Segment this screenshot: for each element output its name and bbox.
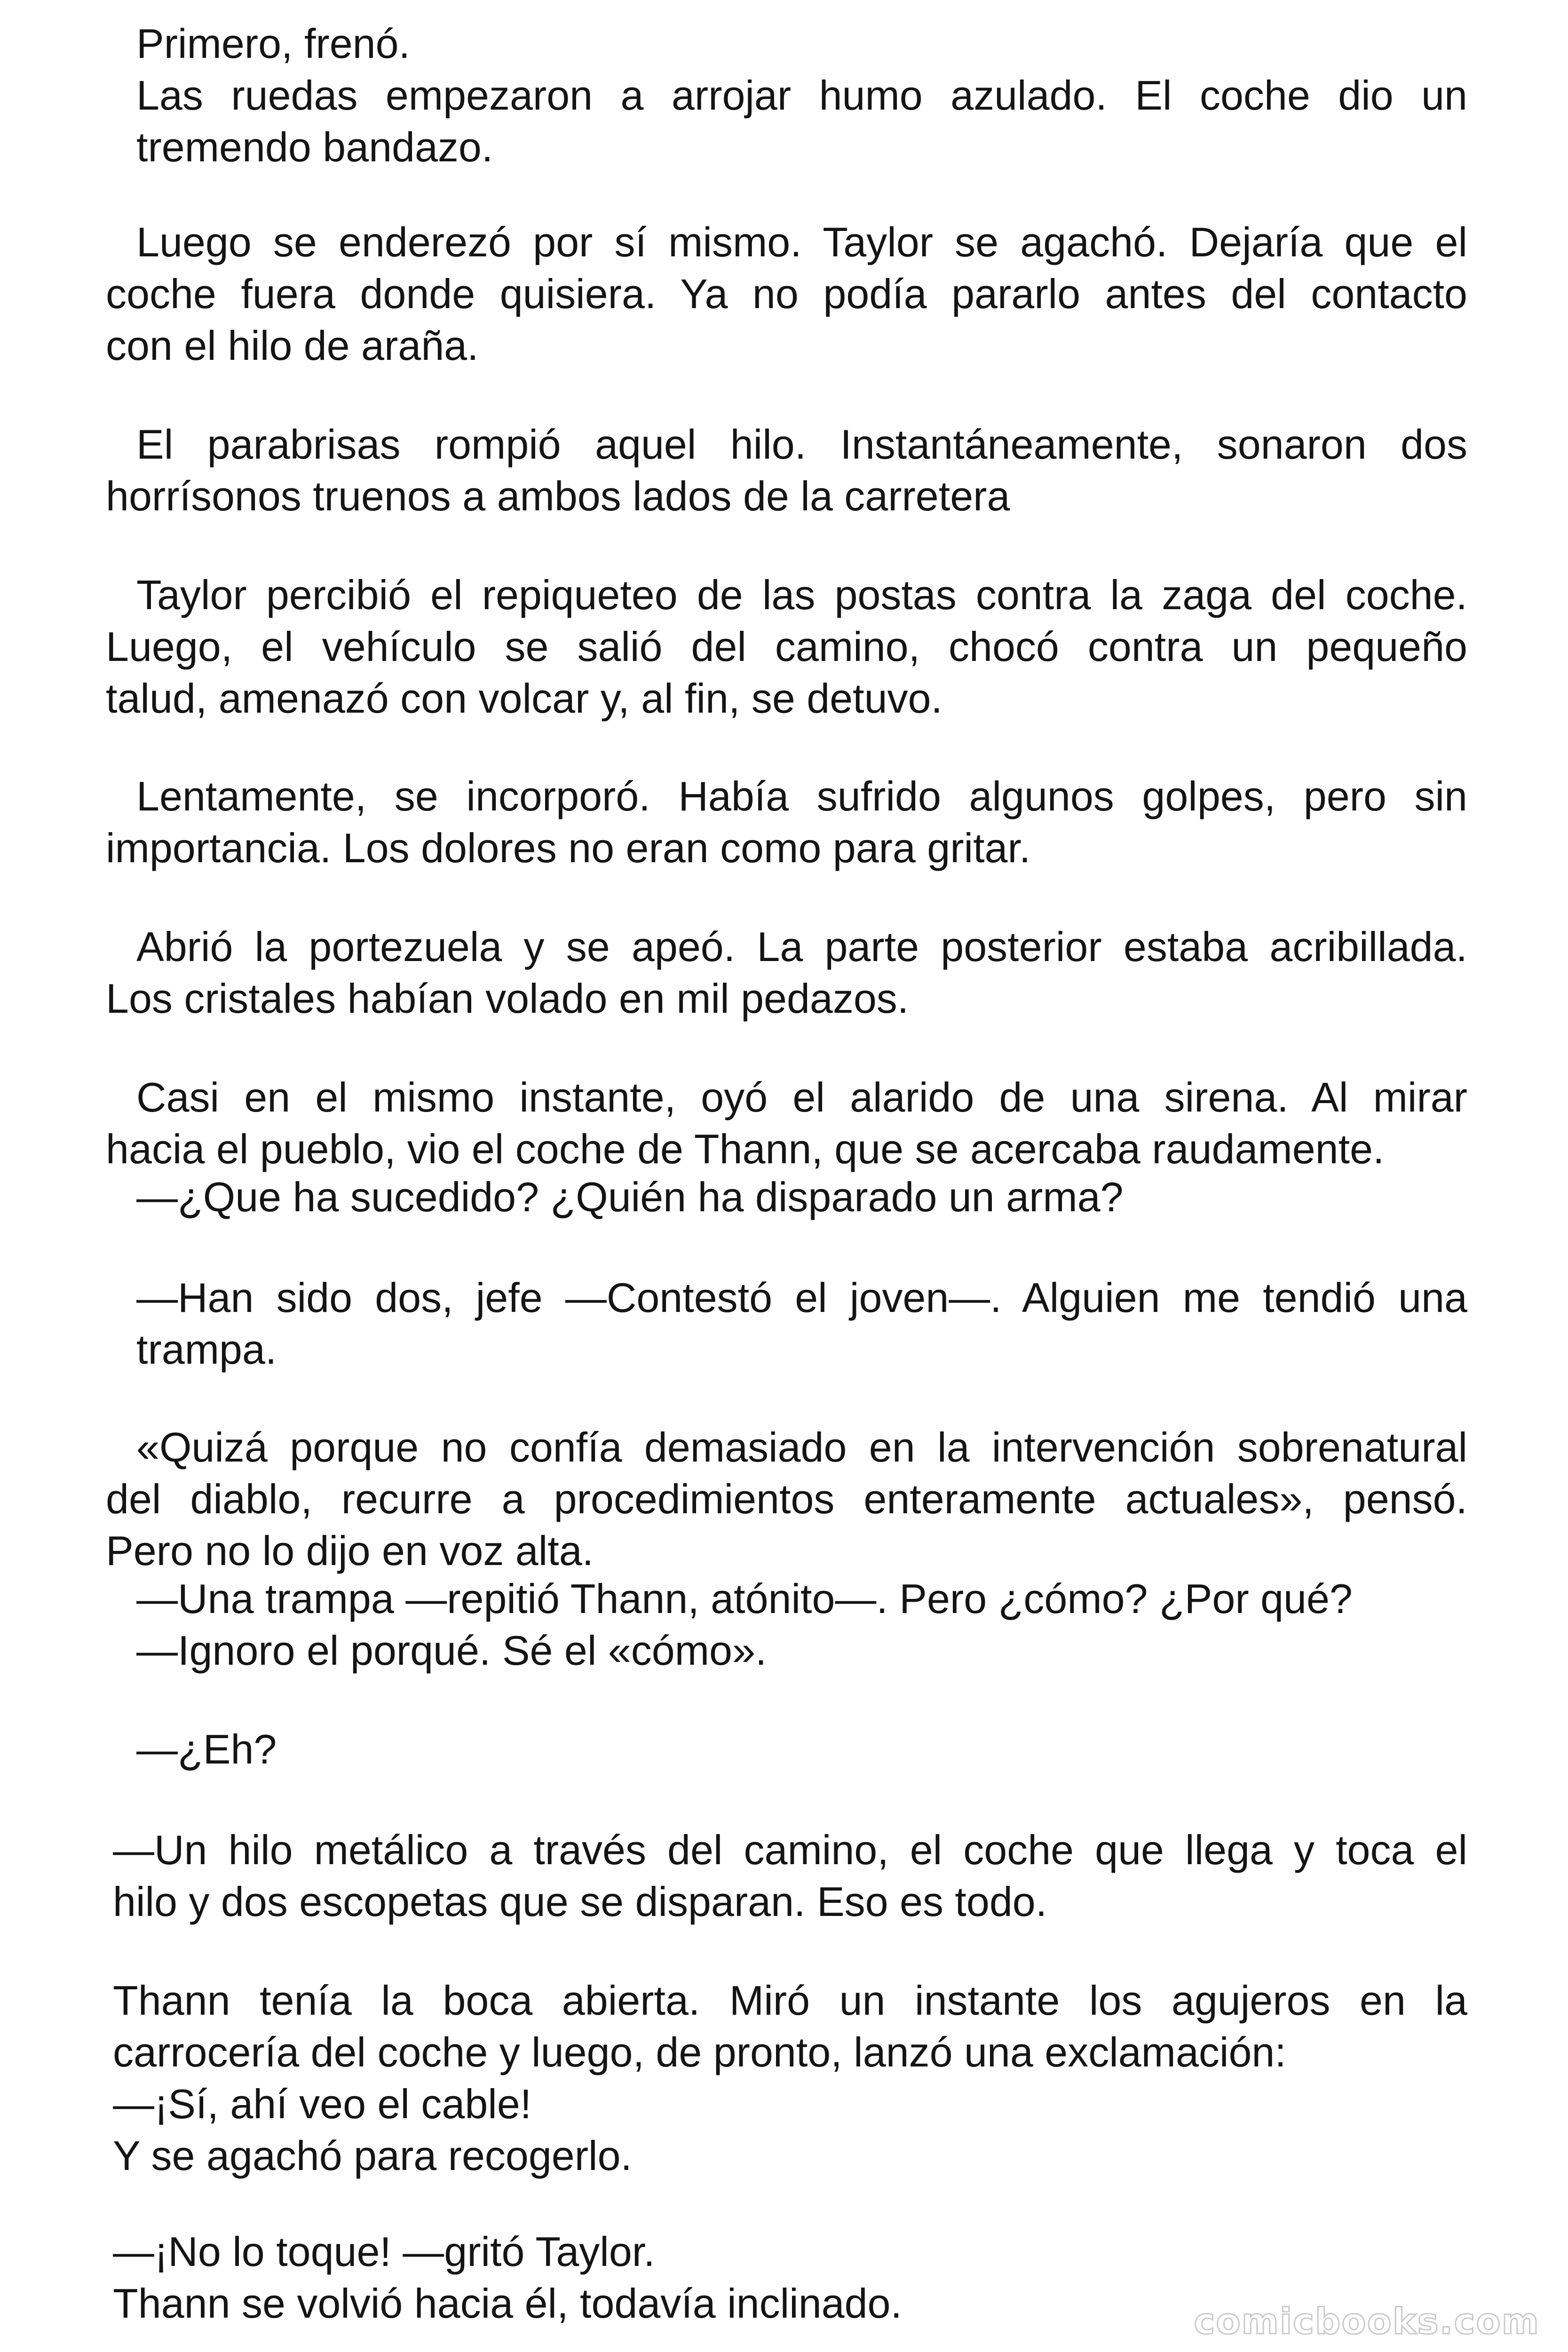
text-line: Luego se enderezó por sí mismo. Taylor se agachó. Dejaría que el — [136, 219, 1467, 265]
text-line: Luego, el vehículo se salió del camino, chocó contra un pequeño — [106, 623, 1467, 670]
text-line: Pero no lo dijo en voz alta. — [106, 1527, 594, 1574]
text-line: —¡Sí, ahí veo el cable! — [113, 2081, 532, 2127]
text-line: Abrió la portezuela y se apeó. La parte posterior estaba acribillada. — [136, 923, 1467, 970]
text-line: hilo y dos escopetas que se disparan. Eso es todo. — [113, 1878, 1047, 1925]
dialogue-eh — [136, 1724, 1467, 1775]
text-line: talud, amenazó con volcar y, al fin, se detuvo. — [106, 675, 942, 722]
text-line: coche fuera donde quisiera. Ya no podía pararlo antes del contacto — [106, 270, 1467, 317]
text-line: carrocería del coche y luego, de pronto, lanzó una exclamación: — [113, 2029, 1286, 2075]
text-line: Casi en el mismo instante, oyó el alarido de una sirena. Al mirar — [136, 1074, 1467, 1120]
paragraph-siren — [106, 1072, 1467, 1175]
paragraph-windshield — [106, 419, 1467, 522]
paragraph-braking — [136, 18, 1467, 173]
paragraph-cable — [113, 1975, 1467, 2182]
text-line: tremendo bandazo. — [136, 124, 493, 170]
text-line: Los cristales habían volado en mil pedazos. — [106, 975, 909, 1022]
text-line: importancia. Los dolores no eran como para gritar. — [106, 825, 1031, 871]
text-line: Primero, frenó. — [136, 20, 410, 67]
paragraph-thought — [106, 1422, 1467, 1577]
text-line: —Una trampa —repitió Thann, atónito—. Pero ¿cómo? ¿Por qué? — [136, 1575, 1353, 1622]
text-line: —Un hilo metálico a través del camino, el coche que llega y toca el — [113, 1827, 1467, 1873]
dialogue-trap — [136, 1272, 1467, 1375]
text-line: —Han sido dos, jefe —Contestó el joven—. Alguien me tendió una — [136, 1274, 1467, 1321]
text-line: —¿Eh? — [136, 1726, 277, 1772]
text-line: del diablo, recurre a procedimientos enteramente actuales», pensó. — [106, 1476, 1467, 1522]
text-line: El parabrisas rompió aquel hilo. Instantáneamente, sonaron dos — [136, 421, 1467, 468]
paragraph-straightened — [106, 216, 1467, 372]
text-line: —Ignoro el porqué. Sé el «cómo». — [136, 1627, 767, 1674]
paragraph-pellets — [106, 569, 1467, 724]
text-line: «Quizá porque no confía demasiado en la intervención sobrenatural — [136, 1424, 1467, 1470]
dialogue-wire — [113, 1824, 1467, 1928]
text-line: trampa. — [136, 1326, 277, 1373]
text-line: —¡No lo toque! —gritó Taylor. — [113, 2228, 655, 2275]
text-line: hacia el pueblo, vio el coche de Thann, que se acercaba raudamente. — [106, 1126, 1385, 1172]
text-line: Taylor percibió el repiqueteo de las postas contra la zaga del coche. — [136, 572, 1467, 618]
text-line: Y se agachó para recogerlo. — [113, 2132, 632, 2179]
text-line: con el hilo de araña. — [106, 322, 479, 369]
paragraph-door — [106, 921, 1467, 1025]
dialogue-how — [136, 1573, 1467, 1677]
text-line: Thann se volvió hacia él, todavía inclinado. — [113, 2280, 902, 2327]
paragraph-incorporated — [106, 771, 1467, 874]
text-line: —¿Que ha sucedido? ¿Quién ha disparado un arma? — [136, 1174, 1124, 1220]
text-line: Las ruedas empezaron a arrojar humo azulado. El coche dio un — [136, 72, 1467, 119]
text-line: Lentamente, se incorporó. Había sufrido algunos golpes, pero sin — [136, 773, 1467, 819]
watermark-logo: comicbooks.com — [1194, 2300, 1540, 2342]
text-line: Thann tenía la boca abierta. Miró un instante los agujeros en la — [113, 1977, 1467, 2024]
text-line: horrísonos truenos a ambos lados de la carretera — [106, 473, 1010, 519]
dialogue-question — [136, 1171, 1467, 1223]
